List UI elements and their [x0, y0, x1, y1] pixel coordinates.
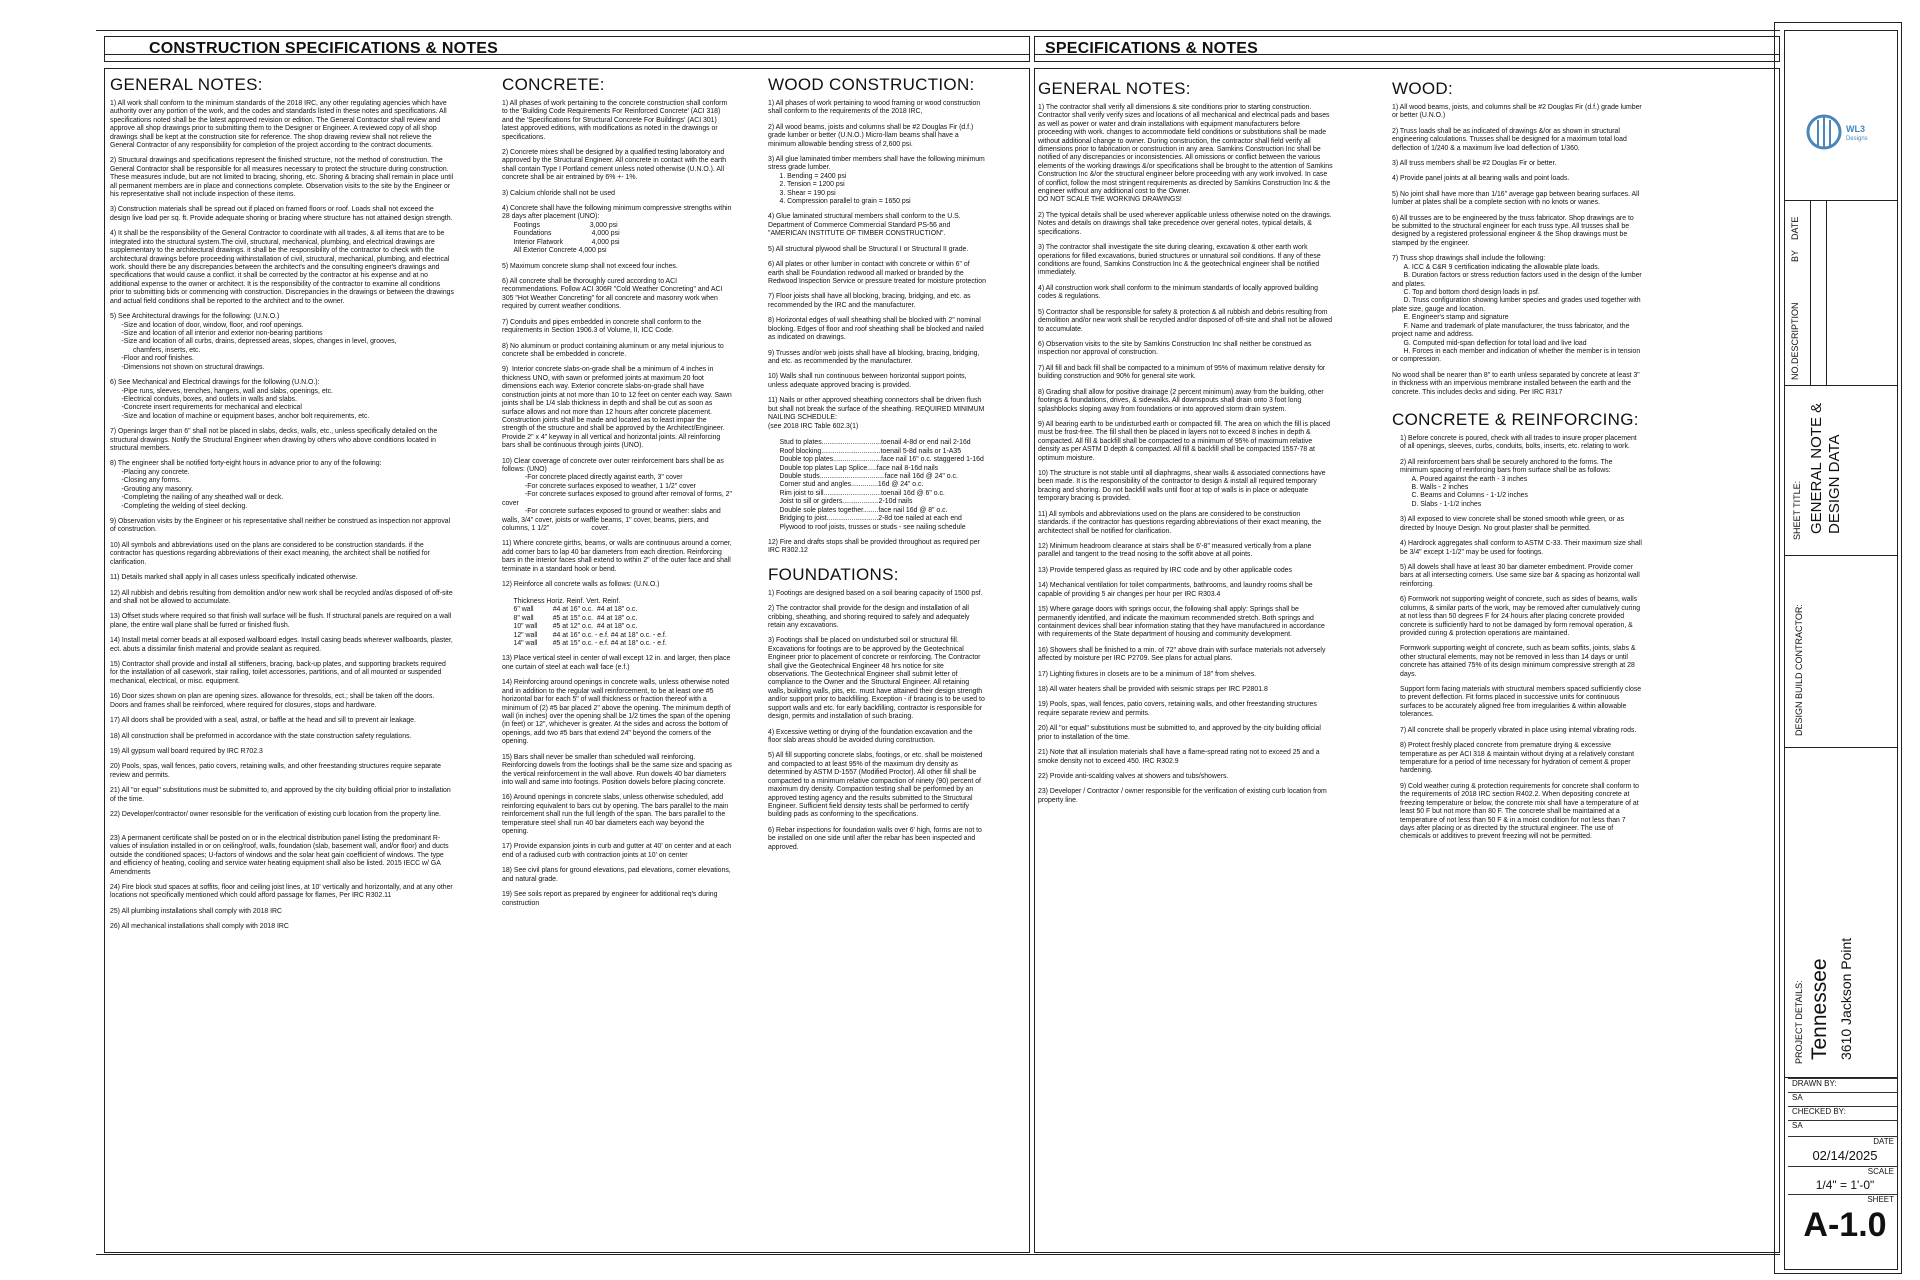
drawn-by-value: SA [1788, 1092, 1898, 1106]
note-paragraph: 23) Developer / Contractor / owner responsible for the verification of existing curb location from property line. [1038, 788, 1329, 804]
wood-column [1392, 80, 1642, 1248]
note-paragraph: 6) See Mechanical and Electrical drawings for the following (U.N.O.): -Pipe runs, sleeves, trenches, hangers, wall and slabs, openings, etc. -Electrical conduits, boxes, and outlets in walls and slabs. -Concrete insert requirements for mechanical and electrical -Size and location of machine or equipment bases, anchor bolt requirements, etc. [110, 379, 370, 420]
left-general-notes-column [110, 76, 454, 1248]
right-panel-header [1034, 36, 1780, 62]
note-paragraph: 12) Reinforce all concrete walls as follows: (U.N.O.) Thickness Horiz. Reinf. Vert. Reinf. 6" wall #4 at 16" o.c. #4 at 18" o.c. 8" wall #5 at 15" o.c. #4 at 18" o.c. 10" wall #5 at 12" o.c. #4 at 18" o.c. 12" wall #4 at 16" o.c. - e.f. #4 at 18" o.c. - e.f. 14" wall #5 at 15" o.c. - e.f. #4 at 18" o.c. - e.f. [502, 581, 667, 648]
left-panel-header [104, 36, 1030, 62]
note-paragraph: 6) All trusses are to be engineered by the truss fabricator. Shop drawings are to be submitted to the structural engineer for each truss type. All trusses shall be designed by a registered professional engineer & the Shop drawings must be stamped by the engineer. [1392, 214, 1636, 247]
foundations-list [768, 590, 986, 852]
note-paragraph: 4) Glue laminated structural members shall conform to the U.S. Department of Commerce Commercial Standard PS-56 and "AMERICAN INSTITUTE OF TIMBER CONSTRUCTION". [768, 213, 963, 238]
note-paragraph: Formwork supporting weight of concrete, such as beam soffits, joints, slabs & other structural elements, may not be removed in less than 14 days or until concrete has attained 75% of its design minimum compressive strength at 28 days. [1400, 645, 1638, 678]
note-paragraph: 17) Lighting fixtures in closets are to be a minimum of 18" from shelves. [1038, 670, 1257, 678]
sheet-title-label: SHEET TITLE: [1792, 480, 1802, 540]
concrete-reinforcing-list [1392, 435, 1642, 842]
revision-col-divider-2 [1826, 200, 1827, 386]
note-paragraph: 7) Truss shop drawings shall include the following: A. ICC & C&R 9 certification indicating the allowable plate loads. B. Duration factors or stress reduction factors used in the design of the lumber and plates. C. Top and bottom chord design loads in psf. D. Truss configuration showing lumber species and grades used together with plate size, gauge and location. E. Engineer's stamp and signature F. Name and trademark of plate manufacturer, the truss fabricator, and the project name and address. G. Computed mid-span deflection for total load and live load H. Forces in each member and indication of whether the member is in tension or compression. [1392, 255, 1642, 364]
note-paragraph: Support form facing materials with structural members spaced sufficiently close to prevent deflection. Fit forms placed in successive units for continuous surfaces to be accurately aligned free from irregularities & within allowable tolerances. [1400, 686, 1644, 719]
logo-text: WL3 [1846, 124, 1865, 134]
sheet-number: A-1.0 [1803, 1206, 1887, 1244]
note-paragraph: 13) Offset studs where required so that finish wall surface will be flush. If structural panels are required on a wall plane, the entire wall plane shall be furred or finished flush. [110, 613, 454, 629]
note-paragraph: 18) All construction shall be preformed in accordance with the state construction safety regulations. [110, 732, 412, 740]
note-paragraph: 21) Note that all insulation materials shall have a flame-spread rating not to exceed 25 and a smoke density not to exceed 450. IRC R302.9 [1038, 749, 1322, 765]
note-paragraph: 19) Pools, spas, wall fences, patio covers, retaining walls, and other freestanding structures require separate review and permits. [1038, 701, 1319, 717]
note-paragraph: 5) Maximum concrete slump shall not exceed four inches. [502, 262, 678, 270]
wood-construction-heading: WOOD CONSTRUCTION: [768, 75, 975, 94]
note-paragraph: 12) All rubbish and debris resulting from demolition and/or new work shall be recycled and/as disposed of off-site and shall not be allowed to accumulate. [110, 589, 455, 605]
note-paragraph: 7) All concrete shall be properly vibrated in place using internal vibrating rods. [1400, 726, 1637, 734]
note-paragraph: 16) Door sizes shown on plan are opening sizes. allowance for thresolds, ect.; shall be taken off the doors. Doors and frames shall be reinforced, where required for closures, stops and hardware. [110, 693, 437, 709]
note-paragraph: 19) See soils report as prepared by engineer for additional req's during construction [502, 891, 720, 907]
note-paragraph: 22) Developer/contractor/ owner resonsible for the verification of existing curb location from the property line. [110, 811, 441, 819]
note-paragraph: 5) All structural plywood shall be Structural I or Structural II grade. [768, 245, 969, 253]
note-paragraph: 2) Structural drawings and specifications represent the finished structure, not the method of construction. The General Contractor shall be responsible for all measures necessary to protect the structure during construction. These measures include, but are not limited to bracing, shoring, etc. Shoring & bracing shall remain in place until all permanent members are in place and connections complete. Observation visits to the site by the Engineer or his representative shall not include inspection of these items. [110, 157, 456, 199]
note-paragraph: 9) Trusses and/or web joists shall have all blocking, bracing, bridging, and etc. as recommended by the manufacturer. [768, 349, 982, 365]
project-address: 3610 Jackson Point [1838, 937, 1854, 1060]
note-paragraph: 19) All gypsum wall board required by IRC R702.3 [110, 748, 263, 755]
note-paragraph: 3) Calcium chloride shall not be used [502, 189, 615, 197]
note-paragraph: 21) All "or equal" substitutions must be submitted to, and approved by the city building official prior to installation of the time. [110, 787, 453, 803]
sheet-title-line-1: GENERAL NOTE & [1808, 402, 1825, 534]
right-general-notes-list [1038, 104, 1334, 805]
note-paragraph: 3) Construction materials shall be spread out if placed on framed floors or roof. Loads shall not exceed the design live load per sq. ft. Provide adequate shoring or bracing where structure has not attained design strength. [110, 206, 453, 222]
note-paragraph: 9) Cold weather curing & protection requirements for concrete shall conform to the requirements of 2018 IRC section R402.2. When depositing concrete at freezing temperature or below, the concrete mix shall have a temperature of at least 50 F but not more than 80 F. The concrete shall be maintained at a temperature of not less than 50 F & in a moist condition for not less than 7 days after placing or as directed by the structural engineer. The use of chemicals or additives to prevent freezing will not be permitted. [1400, 782, 1641, 841]
note-paragraph: 2) Concrete mixes shall be designed by a qualified testing laboratory and approved by the Structural Engineer. All concrete in contact with the earth shall contain Type I Portland cement unless noted otherwise (U.N.O.). All concrete shall be air entrained by 6% +- 1%. [502, 148, 728, 182]
note-paragraph: 22) Provide anti-scalding valves at showers and tubs/showers. [1038, 773, 1229, 780]
note-paragraph: 1) Footings are designed based on a soil bearing capacity of 1500 psf. [768, 589, 983, 597]
left-general-notes-list [110, 100, 454, 932]
foundations-heading: FOUNDATIONS: [768, 564, 899, 584]
note-paragraph: 3) All truss members shall be #2 Douglas Fir or better. [1392, 159, 1557, 167]
date-label: DATE [1788, 1136, 1898, 1148]
note-paragraph: 11) Nails or other approved sheathing connectors shall be driven flush but shall not break the surface of the sheathing. REQUIRED MINIMUM NAILING SCHEDULE: (see 2018 IRC Table 602.3(1) Stud to plates...............................toenail 4-8d or end nail 2-16d Roof blocking...............................toenail 5-8d nails or 1-A35 Double top plates.........................face nail 16" o.c. staggered 1-16d Double top plates Lap Splice.....face nail 8-16d nails Double studs..................................face nail 16d @ 24" o.c. Corner stud and angles..............16d @ 24" o.c. Rim joist to sill..............................toenail 16d @ 6" o.c. Joist to sill or girders...................2-10d nails Double sole plates together........face nail 16d @ 8" o.c. Bridging to joist...........................2-8d toe nailed at each end Plywood to roof joists, trusses or studs - see nailing schedule [768, 397, 985, 531]
project-label: PROJECT DETAILS: [1794, 980, 1804, 1064]
note-paragraph: 13) Place vertical steel in center of wall except 12 in. and larger, then place one curtain of steel at each wall face (e.f.) [502, 655, 733, 671]
note-paragraph: 6) All plates or other lumber in contact with concrete or within 6" of earth shall be Foundation redwood all marked or branded by the Redwood Inspection Service or pressure treated for moisture protection [768, 261, 986, 286]
note-paragraph: 14) Mechanical ventilation for toilet compartments, bathrooms, and laundry rooms shall be capable of providing 5 air changes per hour per IRC R303.4 [1038, 582, 1315, 598]
concrete-list [502, 100, 732, 908]
wood-construction-list [768, 100, 986, 556]
date-value: 02/14/2025 [1812, 1148, 1878, 1163]
note-paragraph: 16) Showers shall be finished to a min. of 72" above drain with surface materials not adversely affected by moisture per IRC P2709. See plans for actual plans. [1038, 646, 1328, 663]
note-paragraph: 11) Details marked shall apply in all cases unless specifically indicated otherwise. [110, 574, 358, 582]
note-paragraph: 26) All mechanical installations shall comply with 2018 IRC [110, 923, 289, 931]
sheet-title-line-2: DESIGN DATA [1826, 434, 1843, 534]
sheet-label: SHEET [1788, 1194, 1898, 1206]
note-paragraph: 17) All doors shall be provided with a seal, astral, or baffle at the head and sill to prevent air leakage. [110, 717, 416, 725]
note-paragraph: 8) Protect freshly placed concrete from premature drying & excessive temperature as per ACI 318 & maintain without drying at a relatively constant temperature for a period of time necessary for hydration of cement & proper hardening. [1400, 742, 1636, 775]
left-general-notes-heading: GENERAL NOTES: [110, 75, 263, 94]
note-paragraph: 20) All "or equal" substitutions must be submitted to, and approved by the city building official prior to installation of the time. [1038, 725, 1323, 741]
revision-no-label: NO. [1790, 363, 1800, 380]
note-paragraph: 9) Interior concrete slabs-on-grade shall be a minimum of 4 inches in thickness UNO, with sawn or preformed joints at maximum 20 foot dimensions each way. Exterior concrete slabs-on-grade shall have construction joints at not more than 10 to 12 feet on center each way. Sawn joints shall be 1/4 slab thickness in depth and shall be cut as soon as surface allows and not more than 12 hours after concrete placement. Construction joints shall be made and located as to least impair the strength of the structure and shall be approved by the Architect/Engineer. Provide 2" x 4" keyway in all vertical and horizontal joints. All reinforcing bars shall be continuous through joints (UNO). [502, 366, 734, 450]
note-paragraph: 2) The typical details shall be used wherever applicable unless otherwise noted on the drawings. Notes and details on drawings shall take precedence over general notes, typical details, & specifications. [1038, 211, 1334, 236]
note-paragraph: 4) All construction work shall conform to the minimum standards of locally approved building codes & regulations. [1038, 284, 1320, 301]
left-panel-title: CONSTRUCTION SPECIFICATIONS & NOTES [149, 40, 498, 57]
note-paragraph: 5) See Architectural drawings for the following: (U.N.O.) -Size and location of door, window, floor, and roof openings. -Size and location of all interior and exterior non-bearing partitions -Size and location of all curbs, drains, depressed areas, slopes, changes in level, grooves, chamfers, inserts, etc. -Floor and roof finishes. -Dimensions not shown on structural drawings. [110, 313, 397, 371]
note-paragraph: 6) All concrete shall be thoroughly cured according to ACI recommendations. Follow ACI 306R "Cold Weather Concreting" and ACI 305 "Hot Weather Concreting" for all concrete and masonry work when required by current weather conditions. [502, 278, 725, 311]
project-state: Tennessee [1808, 958, 1831, 1060]
note-paragraph: 1) All wood beams, joists, and columns shall be #2 Douglas Fir (d.f.) grade lumber or better (U.N.O.) [1392, 103, 1644, 120]
logo [1796, 96, 1886, 186]
note-paragraph: 1) Before concrete is poured, check with all trades to insure proper placement of all openings, sleeves, curbs, conduits, bolts, inserts, etc. relating to work. [1400, 434, 1639, 451]
note-paragraph: 1) All phases of work pertaining to wood framing or wood construction shall conform to the requirements of the 2018 IRC, [768, 99, 983, 116]
note-paragraph: 6) Observation visits to the site by Samkins Construction Inc shall neither be construed as inspection nor approval of construction. [1038, 340, 1314, 357]
checked-by-label: CHECKED BY: [1788, 1106, 1898, 1120]
note-paragraph: 2) All reinforcement bars shall be securely anchored to the forms. The minimum spacing of reinforcing bars from surface shall be as follows: A. Poured against the earth - 3 inches B. Walls - 2 inches C. Beams and Columns - 1-1/2 inches D. Slabs - 1-1/2 inches [1400, 458, 1613, 508]
note-paragraph: 4) It shall be the responsibility of the General Contractor to coordinate with all trades, & all items that are to be integrated into the structural system.The civil, structural, mechanical, plumbing, and electrical drawings are supplementary to the architectural drawings. it shall be the responsibility of the contractor to check with the architectural drawings before proceeding withinstallation of civil, structural, mechanical, plumbing, and electrical work. should there be any discrepancies between the architect's and the consulting engineer's drawings and specifications that would cause a conflict. it shall be corrected by the contractor at his expense and at no additional expense to the owner or architect. It is the responsibility of the contractor to examine all conditions prior to submitting bids or commencing with construction. Discrepancies in the drawings or between the drawings and actual field conditions shall be reported to the architect and to the owner. [110, 230, 456, 305]
note-paragraph: 10) Clear coverage of concrete over outer reinforcement bars shall be as follows: (UNO) -For concrete placed directly against earth, 3" cover -For concrete surfaces exposed to weather, 1 1/2" cover -For concrete surfaces exposed to ground after removal of forms, 2" cover -For concrete surfaces exposed to ground or weather: slabs and walls, 3/4" cover, joists or waffle beams, 1" cover, beams, piers, and columns, 1 1/2" cover. [502, 457, 732, 532]
note-paragraph: 7) Conduits and pipes embedded in concrete shall conform to the requirements in Section 1906.3 of Volume, II, ICC Code. [502, 318, 704, 335]
note-paragraph: 5) No joint shall have more than 1/16" average gap between bearing surfaces. All lumber at plates shall be a complete section with no knots or wanes. [1392, 190, 1642, 207]
note-paragraph: 6) Rebar inspections for foundation walls over 6' high, forms are not to be installed on one side until after the rebar has been inspected and approved. [768, 826, 984, 851]
note-paragraph: 18) All water heaters shall be provided with seismic straps per IRC P2801.8 [1038, 686, 1268, 694]
revision-description-label: DESCRIPTION [1790, 302, 1800, 364]
scale-value: 1/4" = 1'-0" [1815, 1178, 1875, 1192]
note-paragraph: 10) The structure is not stable until all diaphragms, shear walls & associated connections have been made. It is the responsibility of the contractor to design & install all required temporary bracing and shoring. Do not backfill walls until floor at top of walls is in place or adequate temporary bracing is provided. [1038, 470, 1328, 503]
note-paragraph: 24) Fire block stud spaces at soffits, floor and ceiling joist lines, at 10' vertically and horizontally, and at any other locations not specifically mentioned which could afford passage for flames, Per IRC R302.11 [110, 884, 455, 900]
note-paragraph: 16) Around openings in concrete slabs, unless otherwise scheduled, add reinforcing equivalent to bars cut by opening. The bars parallel to the main reinforcement shall run the full length of the span. The bars parallel to the temperature steel shall run 40 bar diameters each way beyond the opening. [502, 794, 731, 836]
scale-label: SCALE [1788, 1166, 1898, 1178]
note-paragraph: 5) Contractor shall be responsible for safety & protection & all rubbish and debris resulting from demolition and/or new work shall be recycled and/or disposed of off-site and shall not be allowed to accumulate. [1038, 308, 1334, 333]
note-paragraph: 7) Floor joists shall have all blocking, bracing, bridging, and etc. as recommended by the IRC and the manufacturer. [768, 293, 973, 309]
revision-col-divider-1 [1810, 200, 1811, 386]
contractor-label: DESIGN BUILD CONTRACTOR: [1794, 604, 1804, 736]
wood-construction-column [768, 76, 986, 1248]
note-paragraph: 9) Observation visits by the Engineer or his representative shall neither be construed as inspection nor approval of construction. [110, 517, 453, 534]
revision-block [1784, 200, 1898, 386]
right-general-notes-column [1038, 80, 1334, 1248]
note-paragraph: 1) The contractor shall verify all dimensions & site conditions prior to starting construction. Contractor shall verify verify sizes and locations of all mechanical and electrical pads and bases as well as power or water and drain installations with equipment manufacturers before proceeding with work. changes to accommodate field conditions or substitutions shall be made without additional change to owner. During construction, the contractor shall field verify all dimensions prior to fabrication or construction in any area. Samkins Construction Inc shall be notified of any discrepancies or inconsistencies. All omissions or conflict between the various elements of the working drawings &/or specifications shall be brought to the attention of Samkins Construction Inc &/or the structural engineer before proceeding with any work involved. In case of conflict, follow the most stringent requirements as directed by Samkins Construction Inc & the engineer without any additional cost to the Owner. DO NOT SCALE THE WORKING DRAWINGS! [1038, 103, 1333, 204]
note-paragraph: 4) Provide panel joints at all bearing walls and point loads. [1392, 175, 1570, 183]
logo-mark-icon [1796, 96, 1886, 186]
note-paragraph: 12) Fire and drafts stops shall be provided throughout as required per IRC R302.12 [768, 538, 982, 555]
note-paragraph: 4) Hardrock aggregates shall conform to ASTM C-33. Their maximum size shall be 3/4" except 1-1/2" may be used for footings. [1400, 540, 1644, 556]
note-paragraph: 3) All exposed to view concrete shall be stoned smooth while green, or as directed by Inouye Design. No grout plaster shall be permitted. [1400, 516, 1626, 532]
revision-by-label: BY [1790, 249, 1800, 262]
note-paragraph: 15) Where garage doors with springs occur, the following shall apply: Springs shall be permanently identified, and indicate the maximum recommended stretch. Both springs and containment devices shall bear information stating that they have manufactured in accordance with requirements of the State department of housing and community development. [1038, 606, 1327, 639]
note-paragraph: 3) The contractor shall investigate the site during clearing, excavation & other earth work operations for filled excavations, buried structures or unnatural soil conditions. If any of these conditions are found, Samkins Construction Inc & the geotechnical engineer shall be notified immediately. [1038, 244, 1323, 277]
wood-list [1392, 104, 1642, 397]
note-paragraph: 6) Formwork not supporting weight of concrete, such as sides of beams, walls columns, & similar parts of the work, may be removed after cumulatively curing at not less than 50 degrees F for 24 hours after placing concrete provided concrete is sufficiently hard to not be damaged by form removal operation, & provided curing & protection operations are maintained. [1400, 596, 1643, 637]
note-paragraph: 8) No aluminum or product containing aluminum or any metal injurious to concrete shall be embedded in concrete. [502, 342, 726, 358]
note-paragraph: 2) Truss loads shall be as indicated of drawings &/or as shown in structural engineering calculations. Trusses shall be designed for a maximum total load deflection of 1/240 & a maximum live load deflection of 1/360. [1392, 127, 1629, 152]
note-paragraph: No wood shall be nearer than 8" to earth unless separated by concrete at least 3" in thickness with an impervious membrane installed between the earth and the concrete. This includes decks and siding. Per IRC R317 [1392, 371, 1642, 396]
note-paragraph: 25) All plumbing installations shall comply with 2018 IRC [110, 907, 282, 915]
note-paragraph: 5) All fill supporting concrete slabs, footings, or etc. shall be moistened and compacted to at least 95% of the maximum dry density as determined by ASTM D-1557 (Modified Proctor). All other fill shall be compacted to a minimum relative compaction of ninety (90) percent of maximum dry density. Compaction testing shall be performed by an approved testing agency and the results submitted to the Structural Engineer. Sufficient field density tests shall be performed to certify building pads as conforming to the specifications. [768, 752, 985, 819]
note-paragraph: 3) All glue laminated timber members shall have the following minimum stress grade lumber. 1. Bending = 2400 psi 2. Tension = 1200 psi 3. Shear = 190 psi 4. Compression parallel to grain = 1650 psi [768, 155, 985, 206]
note-paragraph: 4) Concrete shall have the following minimum compressive strengths within 28 days after placement (UNO): Footings 3,000 psi Foundations 4,000 psi Interior Flatwork 4,000 psi All Exterior Concrete 4,000 psi [502, 205, 732, 255]
note-paragraph: 1) All phases of work pertaining to the concrete construction shall conform to the 'Building Code Requirements For Reinforced Concrete' (ACI 318) and the 'Specifications for Structural Concrete For Buildings' (ACI 301) latest approved editions, with modifications as noted in the drawings or specifications. [502, 99, 730, 141]
logo-subtext: Designs [1846, 136, 1868, 142]
note-paragraph: 7) Openings larger than 6" shall not be placed in slabs, decks, walls, etc., unless specifically detailed on the structural drawings. Notify the Structural Engineer when drawing by others who above conditions located in structural members. [110, 428, 440, 453]
wood-heading: WOOD: [1392, 79, 1453, 98]
concrete-column [502, 76, 732, 1248]
note-paragraph: 8) Grading shall allow for positive drainage (2 percent minimum) away from the building, other footings & foundations, drives, & sidewalks. All downspouts shall drain onto 3 foot long splashblocks sloping away from foundations or into approved storm drain system. [1038, 388, 1326, 413]
concrete-reinforcing-heading: CONCRETE & REINFORCING: [1392, 410, 1639, 430]
note-paragraph: 3) Footings shall be placed on undisturbed soil or structural fill. Excavations for footings are to be approved by the Geotechnical Engineer prior to placement of concrete or reinforcing. The Contractor shall give the Geotechnical Engineer 48 hrs notice for site observations. The Geotechnical Engineer shall submit letter of compliance to the Owner and the Structural Engineer. All retaining walls, building walls, pits, etc. must have attained their design strength and/or support prior to backfilling. Exception - if bracing is to be used to support walls and etc. for early backfilling, contractor is responsible for design, permits and installation of such bracing. [768, 637, 987, 721]
note-paragraph: 2) The contractor shall provide for the design and installation of all cribbing, sheathing, and shoring required to safely and adequately retain any excavations. [768, 605, 972, 629]
note-paragraph: 23) A permanent certificate shall be posted on or in the electrical distribution panel listing the predominant R-values of insulation installed in or on ceiling/roof, walls, foundation (slab, basement wall, and/or floor) and ducts outside the conditioned spaces; U-factors of windows and the solar heat gain coefficient of windows. The type and efficiency of heating, cooling and service water heating equipment shall also be listed. 2015 IECC w/ GA Amendments [110, 834, 449, 876]
note-paragraph: 11) All symbols and abbreviations used on the plans are considered to be construction standards. if the contractor has questions regarding abbreviations of their exact meaning, the architectect shall be notified for clarification. [1038, 510, 1323, 535]
note-paragraph: 15) Contractor shall provide and install all stiffeners, bracing, back-up plates, and supporting brackets required for the installation of all casework, stair railing, toilet accessories, partitions, and of all mounted or suspended mechanical, electrical, or misc. equipment. [110, 661, 448, 685]
note-paragraph: 10) Walls shall run continuous between horizontal support points, unless adequate approved bracing is provided. [768, 373, 969, 389]
checked-by-value: SA [1788, 1120, 1898, 1134]
note-paragraph: 8) The engineer shall be notified forty-eight hours in advance prior to any of the following: -Placing any concrete. -Closing any forms. -Grouting any masonry. -Completing the nailing of any sheathed wall or deck. -Completing the welding of steel decking. [110, 460, 382, 510]
note-paragraph: 14) Install metal corner beads at all exposed wallboard edges. Install casing beads wherever wallboards, plaster, ect. abuts a dissimilar finish material and provide sealant as required. [110, 637, 455, 653]
note-paragraph: 14) Reinforcing around openings in concrete walls, unless otherwise noted and in addition to the regular wall reinforcement, to be at least one #5 horizontal bar for each 5" of wall thickness or fraction thereof with a minimum of (2) #5 bar placed 2" above the opening. The minimum depth of wall (in inches) over the opening shall be 1/2 times the span of the opening (in feet) or 12", whichever is greater. At the sides and across the bottom of openings, add two #5 bars that extend 24" beyond the corners of the opening. [502, 679, 733, 746]
note-paragraph: 12) Minimum headroom clearance at stairs shall be 6'-8" measured vertically from a plane parallel and tangent to the tread nosing to the soffit above at all points. [1038, 542, 1314, 559]
note-paragraph: 13) Provide tempered glass as required by IRC code and by other applicable codes [1038, 566, 1292, 574]
note-paragraph: 10) All symbols and abbreviations used on the plans are considered to be construction standards. if the contractor has questions regarding abbreviations of their exact meaning, the architect shall be notified for clarification. [110, 541, 432, 566]
note-paragraph: 20) Pools, spas, wall fences, patio covers, retaining walls, and other freestanding structures require separate review and permits. [110, 763, 443, 779]
right-general-notes-heading: GENERAL NOTES: [1038, 79, 1191, 98]
revision-date-label: DATE [1790, 216, 1800, 240]
right-panel-title: SPECIFICATIONS & NOTES [1045, 40, 1259, 57]
note-paragraph: 15) Bars shall never be smaller than scheduled wall reinforcing. Reinforcing dowels from the footings shall be the same size and spacing as the vertical reinforcement in the wall above. Run dowels 40 bar diameters into wall and same into footings. Position dowels before placing concrete. [502, 753, 734, 786]
note-paragraph: 4) Excessive wetting or drying of the foundation excavation and the floor slab areas should be avoided during construction. [768, 728, 975, 744]
note-paragraph: 8) Horizontal edges of wall sheathing shall be blocked with 2" nominal blocking. Edges of floor and roof sheathing shall be blocked and nailed as indicated on drawings. [768, 317, 986, 342]
note-paragraph: 2) All wood beams, joists and columns shall be #2 Douglas Fir (d.f.) grade lumber or better (U.N.O.) Micro-llam beams shall have a minimum allowable bending stress of 2,600 psi. [768, 123, 976, 148]
drawn-by-label: DRAWN BY: [1788, 1078, 1898, 1092]
note-paragraph: 7) All fill and back fill shall be compacted to a minimum of 95% of maximum relative density for building construction and 90% for general site work. [1038, 364, 1328, 381]
concrete-heading: CONCRETE: [502, 75, 605, 94]
note-paragraph: 11) Where concrete girths, beams, or walls are continuous around a corner, add corner bars to lap 40 bar diameters from each direction. Reinforcing bars in the interior faces shall extend to within 2" of the outer face and shall terminate in a standard hook or bend. [502, 540, 734, 573]
note-paragraph: 17) Provide expansion joints in curb and gutter at 40' on center and at each end of a radiused curb with contraction joints at 10' on center [502, 843, 734, 859]
note-paragraph: 18) See civil plans for ground elevations, pad elevations, corner elevations, and natural grade. [502, 867, 733, 883]
note-paragraph: 9) All bearing earth to be undisturbed earth or compacted fill. The area on which the fill is placed must be frost-free. The fill shall then be placed in layers not to exceed 8 inches in depth & compacted. All fill & backfill shall be compacted to a minimum of 95% of maximum relative density as per ASTM D depth & compacted. All fill & backfill shall be compacted 1557-78 at optimum moisture. [1038, 420, 1333, 462]
note-paragraph: 1) All work shall conform to the minimum standards of the 2018 IRC, any other regulating agencies which have authority over any portion of the work, and the codes and standards listed in these notes and specifications. All specifications noted shall be the latest approved revision or edition. The General Contractor shall review and approve all shop drawings prior to submitting them to the Designer or Engineer. A reviewed copy of all shop drawings shall be kept at the construction site for reference. The shop drawing review shall not relieve the General Contractor of any responsibility for completion of the project according to the contract documents. [110, 99, 449, 149]
note-paragraph: 5) All dowels shall have at least 30 bar diameter embedment. Provide corner bars at all intersecting corners. Use same size bar & spacing as horizontal wall reinforcing. [1400, 563, 1642, 588]
